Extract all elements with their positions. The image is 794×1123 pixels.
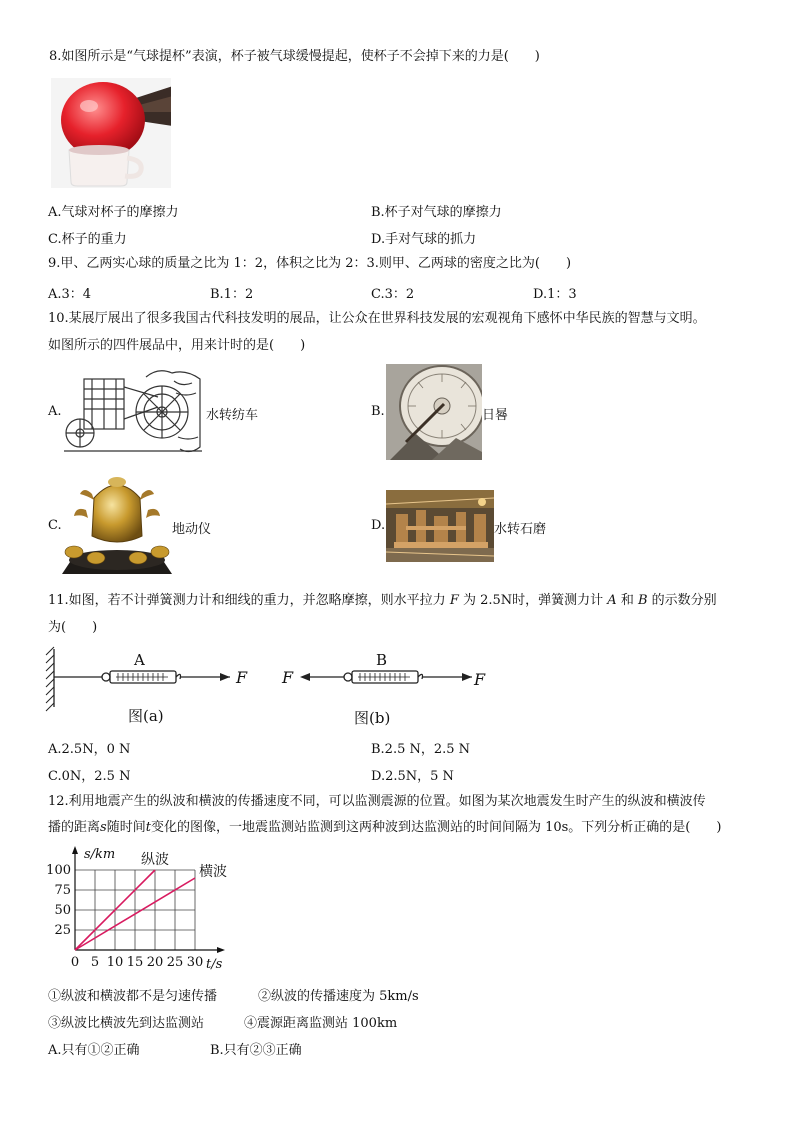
q11-stem-line2: 为( ) (48, 620, 98, 635)
q10-stem-line2: 如图所示的四件展品中，用来计时的是( ) (48, 338, 306, 353)
q9-stem: 9.甲、乙两实心球的质量之比为 1：2，体积之比为 2：3.则甲、乙两球的密度之比为( ) (48, 256, 572, 271)
y-tick-label: 50 (54, 903, 71, 918)
x-tick-label: 25 (166, 955, 184, 970)
balloon-cup-photo (51, 78, 171, 188)
water-mill-image (386, 490, 494, 562)
force-label-b-right: F (474, 670, 486, 689)
sundial-image (386, 364, 482, 460)
q10-option-c-label: 地动仪 (172, 522, 212, 537)
spring-a-label: A (134, 651, 145, 669)
seismograph-image (62, 470, 172, 580)
q12-statement-1: ①纵波和横波都不是匀速传播 (48, 989, 218, 1004)
q12-option-b: B.只有②③正确 (210, 1043, 302, 1058)
q11-option-c: C.0N，2.5 N (48, 769, 131, 784)
spring-scale-figure (44, 645, 504, 730)
q10-option-a-letter: A. (48, 404, 62, 419)
y-tick-label: 25 (54, 923, 71, 938)
caption-b: 图(b) (354, 709, 391, 727)
x-tick-label: 0 (70, 955, 80, 970)
q12-statement-3: ③纵波比横波先到达监测站 (48, 1016, 205, 1031)
x-tick-label: 30 (186, 955, 204, 970)
q10-option-d-letter: D. (371, 518, 386, 533)
spring-b-label: B (376, 651, 388, 669)
water-spinning-wheel-image (62, 367, 204, 457)
x-axis-label: t/s (206, 957, 223, 972)
q10-option-d-label: 水转石磨 (494, 522, 547, 537)
caption-a: 图(a) (128, 707, 164, 725)
series-label-transverse: 横波 (199, 864, 227, 880)
y-tick-label: 75 (54, 883, 71, 898)
q10-option-b-label: 日晷 (482, 408, 509, 423)
y-axis-label: s/km (84, 847, 116, 862)
q12-option-a: A.只有①②正确 (48, 1043, 140, 1058)
q10-option-c-letter: C. (48, 518, 62, 533)
q12-statement-2: ②纵波的传播速度为 5km/s (258, 989, 419, 1004)
q11-option-b: B.2.5 N，2.5 N (371, 742, 471, 757)
q8-option-d: D.手对气球的抓力 (371, 232, 477, 247)
q9-option-a: A.3：4 (48, 287, 92, 302)
x-tick-label: 5 (90, 955, 100, 970)
y-axis-arrow (72, 846, 78, 854)
q8-stem: 8.如图所示是“气球提杯”表演，杯子被气球缓慢提起，使杯子不会掉下来的力是( ) (49, 49, 540, 64)
series-label-longitudinal: 纵波 (141, 852, 169, 868)
wave-distance-time-chart (44, 842, 254, 976)
q10-stem-line1: 10.某展厅展出了很多我国古代科技发明的展品，让公众在世界科技发展的宏观视角下感怀中华民族的智慧与文明。 (48, 311, 706, 326)
q11-option-a: A.2.5N，0 N (48, 742, 131, 757)
q11-option-d: D.2.5N，5 N (371, 769, 454, 784)
q8-option-c: C.杯子的重力 (48, 232, 127, 247)
q11-stem-line1: 11.如图，若不计弹簧测力计和细线的重力，并忽略摩擦，则水平拉力 F 为 2.5N时，弹簧测力计 A 和 B 的示数分别 (48, 593, 717, 608)
q8-option-a: A.气球对杯子的摩擦力 (48, 205, 179, 220)
force-label-a: F (236, 668, 248, 687)
q9-option-c: C.3：2 (371, 287, 415, 302)
q12-stem-line1: 12.利用地震产生的纵波和横波的传播速度不同，可以监测震源的位置。如图为某次地震发生时产生的纵波和横波传 (48, 794, 706, 809)
x-axis-arrow (217, 947, 225, 953)
x-tick-label: 15 (126, 955, 144, 970)
q10-option-a-label: 水转纺车 (206, 408, 259, 423)
x-tick-label: 20 (146, 955, 164, 970)
y-tick-label: 100 (46, 863, 71, 878)
q9-option-d: D.1：3 (533, 287, 577, 302)
x-tick-label: 10 (106, 955, 124, 970)
q9-option-b: B.1：2 (210, 287, 254, 302)
q12-stem-line2: 播的距离s随时间t变化的图像，一地震监测站监测到这两种波到达监测站的时间间隔为 10s。下列分析正确的是( ) (48, 820, 722, 835)
q8-option-b: B.杯子对气球的摩擦力 (371, 205, 502, 220)
force-label-b-left: F (282, 668, 294, 687)
q10-option-b-letter: B. (371, 404, 385, 419)
q12-statement-4: ④震源距离监测站 100km (244, 1016, 398, 1031)
